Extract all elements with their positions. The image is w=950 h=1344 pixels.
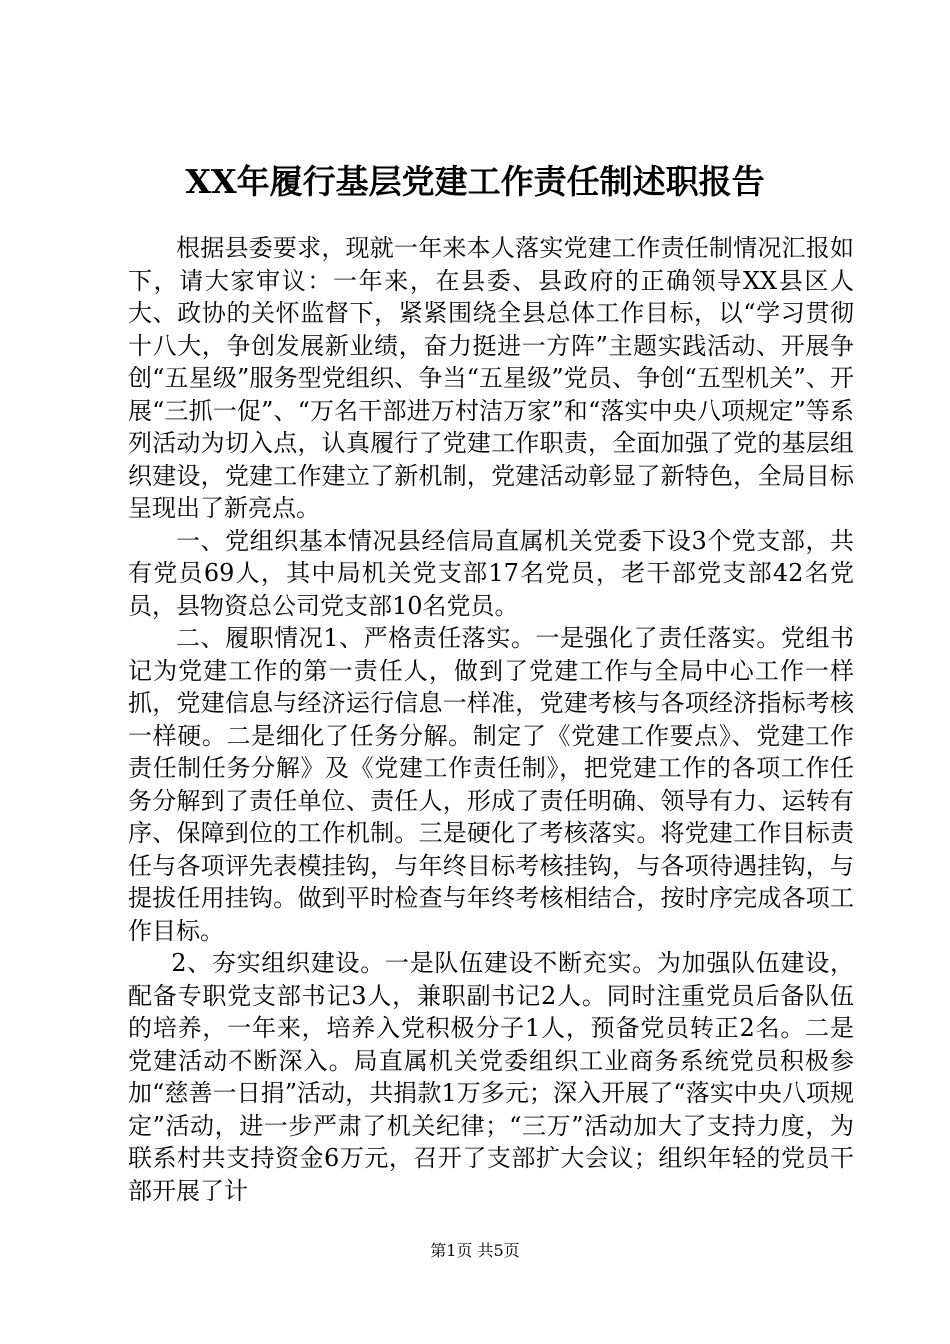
document-body [128,232,854,1207]
paragraph-duty-performance: 二、履职情况1、严格责任落实。一是强化了责任落实。党组书记为党建工作的第一责任人，做到了党建工作与全局中心工作一样抓，党建信息与经济运行信息一样准，党建考核与各项经济指标考核一样硬。二是细化了任务分解。制定了《党建工作要点》、党建工作责任制任务分解》及《党建工作责任制》，把党建工作的各项工作任务分解到了责任单位、责任人，形成了责任明确、领导有力、运转有序、保障到位的工作机制。三是硬化了考核落实。将党建工作目标责任与各项评先表模挂钩，与年终目标考核挂钩，与各项待遇挂钩，与提拔任用挂钩。做到平时检查与年终考核相结合，按时序完成各项工作目标。 [128,624,854,945]
paragraph-intro: 根据县委要求，现就一年来本人落实党建工作责任制情况汇报如下，请大家审议：一年来，在县委、县政府的正确领导XX县区人大、政协的关怀监督下，紧紧围绕全县总体工作目标，以“学习贯彻十八大，争创发展新业绩，奋力挺进一方阵”主题实践活动、开展争创“五星级”服务型党组织、争当“五星级”党员、争创“五型机关”、开展“三抓一促”、“万名干部进万村洁万家”和“落实中央八项规定”等系列活动为切入点，认真履行了党建工作职责，全面加强了党的基层组织建设，党建工作建立了新机制，党建活动彰显了新特色，全局目标呈现出了新亮点。 [128,234,854,522]
paragraph-party-organization: 一、党组织基本情况县经信局直属机关党委下设3个党支部，共有党员69人，其中局机关党支部17名党员，老干部党支部42名党员，县物资总公司党支部10名党员。 [128,526,854,620]
page-number-footer: 第1页 共5页 [430,1241,520,1260]
paragraph-organization-building: 2、夯实组织建设。一是队伍建设不断充实。为加强队伍建设，配备专职党支部书记3人，兼职副书记2人。同时注重党员后备队伍的培养，一年来，培养入党积极分子1人，预备党员转正2名。二是党建活动不断深入。局直属机关党委组织工业商务系统党员积极参加“慈善一日捐”活动，共捐款1万多元；深入开展了“落实中央八项规定”活动，进一步严肃了机关纪律；“三万”活动加大了支持力度，为联系村共支持资金6万元，召开了支部扩大会议；组织年轻的党员干部开展了计 [128,949,854,1205]
document-title: XX年履行基层党建工作责任制述职报告 [185,162,765,201]
